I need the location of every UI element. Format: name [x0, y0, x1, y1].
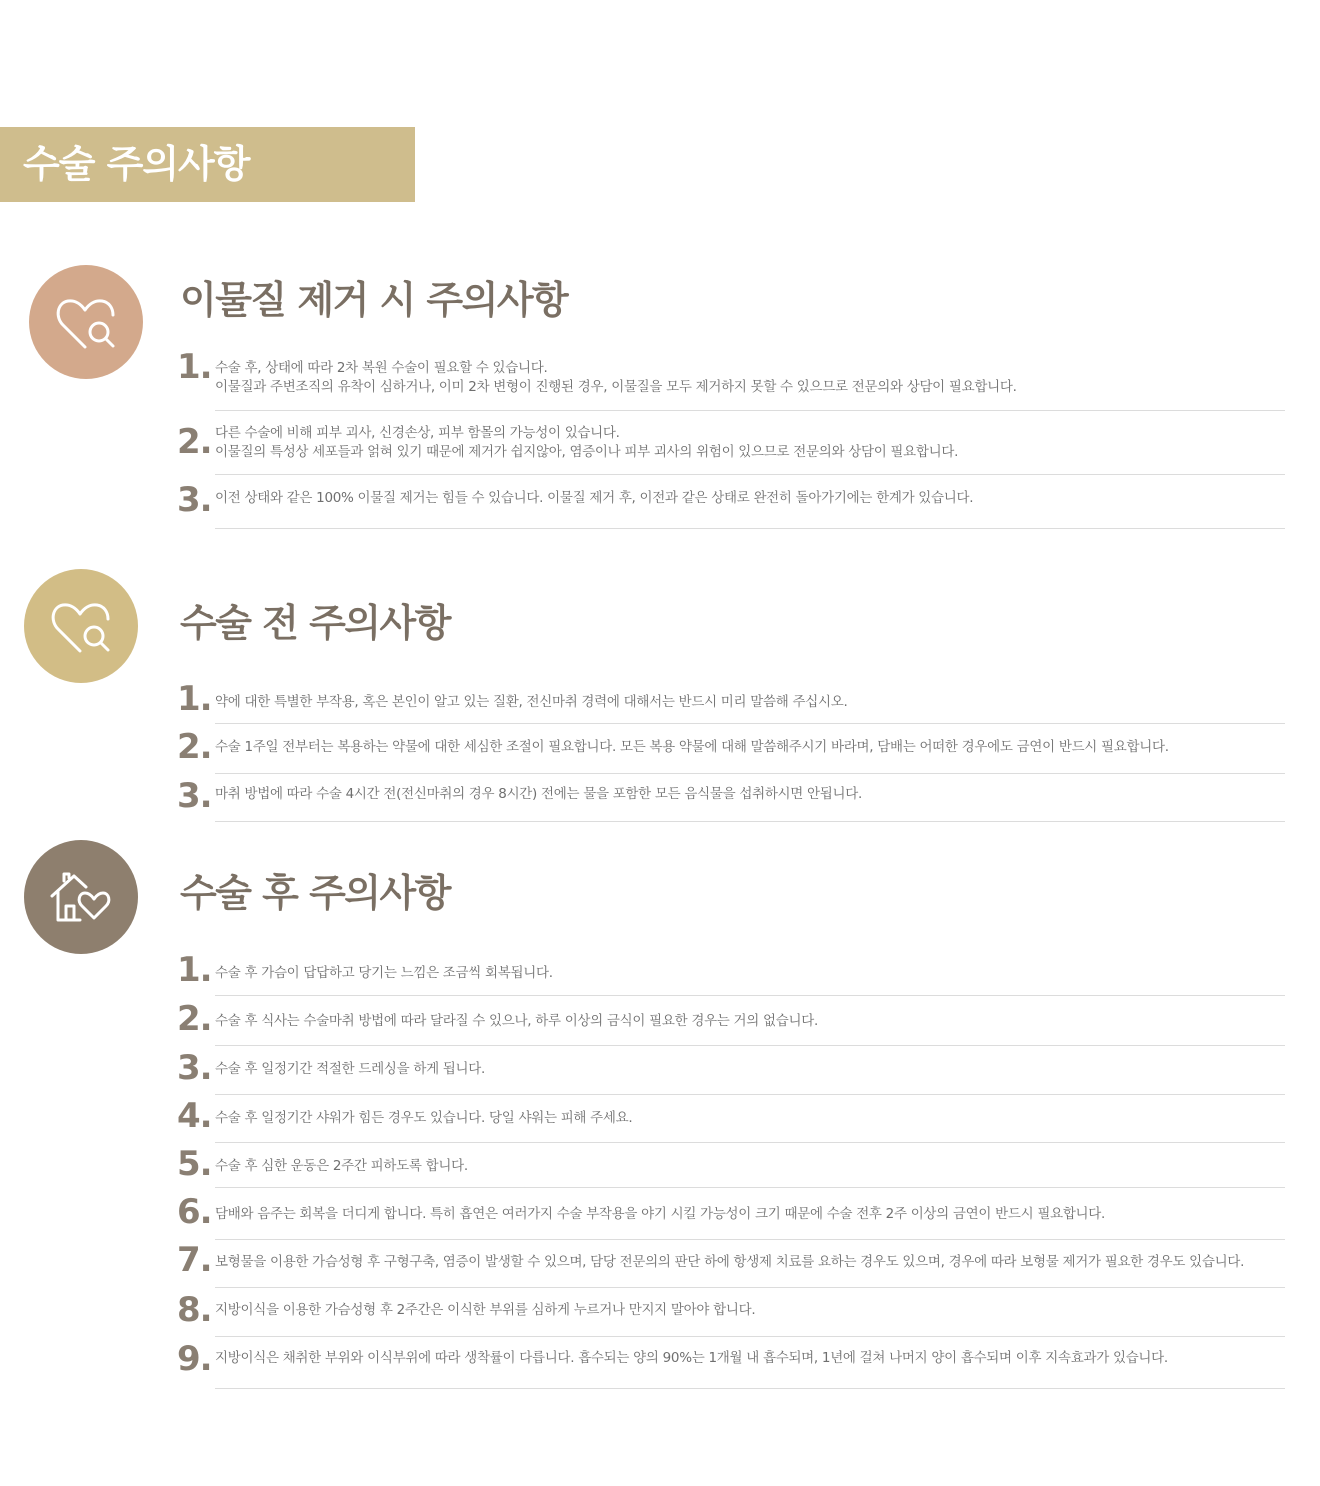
divider: [215, 821, 1285, 822]
section-icon-circle: [24, 569, 138, 683]
list-item: [177, 1188, 1285, 1240]
item-text: [215, 785, 1285, 804]
item-number: 3.: [177, 1048, 212, 1088]
item-text: [215, 359, 1285, 397]
item-line: 수술 후 일정기간 샤워가 힘든 경우도 있습니다. 당일 샤워는 피해 주세요.: [215, 1110, 633, 1126]
item-number: 3.: [177, 480, 212, 520]
item-number: 7.: [177, 1240, 212, 1280]
item-line: 수술 1주일 전부터는 복용하는 약물에 대한 세심한 조절이 필요합니다. 모든 복용 약물에 대해 말씀해주시기 바라며, 담배는 어떠한 경우에도 금연이 반드시 필요합니다.: [215, 739, 1169, 755]
list-item: [177, 676, 1285, 724]
section-icon-circle: [24, 840, 138, 954]
item-line: 담배와 음주는 회복을 더디게 합니다. 특히 흡연은 여러가지 수술 부작용을 야기 시킬 가능성이 크기 때문에 수술 전후 2주 이상의 금연이 반드시 필요합니다.: [215, 1206, 1106, 1222]
item-line: 수술 후 심한 운동은 2주간 피하도록 합니다.: [215, 1158, 468, 1174]
item-line: 마취 방법에 따라 수술 4시간 전(전신마취의 경우 8시간) 전에는 물을 포함한 모든 음식물을 섭취하시면 안됩니다.: [215, 786, 862, 802]
item-line: 지방이식을 이용한 가슴성형 후 2주간은 이식한 부위를 심하게 누르거나 만지지 말아야 합니다.: [215, 1302, 756, 1318]
item-number: 1.: [177, 950, 212, 990]
item-line: 이전 상태와 같은 100% 이물질 제거는 힘들 수 있습니다. 이물질 제거 후, 이전과 같은 상태로 완전히 돌아가기에는 한계가 있습니다.: [215, 490, 974, 506]
item-text: [215, 1301, 1285, 1320]
list-item: [177, 1337, 1285, 1389]
item-text: [215, 1253, 1285, 1272]
notice-list: [177, 345, 1285, 529]
page-banner-title: 수술 주의사항: [0, 127, 415, 202]
item-line: 이물질과 주변조직의 유착이 심하거나, 이미 2차 변형이 진행된 경우, 이물질을 모두 제거하지 못할 수 있으므로 전문의와 상담이 필요합니다.: [215, 379, 1017, 395]
heart-search-icon: [46, 591, 116, 661]
item-line: 수술 후 식사는 수술마취 방법에 따라 달라질 수 있으나, 하루 이상의 금식이 필요한 경우는 거의 없습니다.: [215, 1013, 818, 1029]
item-line: 수술 후, 상태에 따라 2차 복원 수술이 필요할 수 있습니다.: [215, 360, 548, 376]
list-item: [177, 1288, 1285, 1337]
item-text: [215, 1205, 1285, 1224]
item-line: 보형물을 이용한 가슴성형 후 구형구축, 염증이 발생할 수 있으며, 담당 전문의의 판단 하에 항생제 치료를 요하는 경우도 있으며, 경우에 따라 보형물 제거가 필요한 경우도 있습니다.: [215, 1254, 1245, 1270]
section-title: 이물질 제거 시 주의사항: [180, 278, 568, 322]
notice-list: [177, 676, 1285, 822]
item-text: [215, 1012, 1285, 1031]
item-line: 다른 수술에 비해 피부 괴사, 신경손상, 피부 함몰의 가능성이 있습니다.: [215, 425, 620, 441]
item-text: [215, 964, 1285, 983]
heart-search-icon: [51, 287, 121, 357]
item-text: [215, 1109, 1285, 1128]
item-number: 1.: [177, 347, 212, 387]
item-number: 1.: [177, 679, 212, 719]
list-item: [177, 1046, 1285, 1095]
notice-list: [177, 948, 1285, 1389]
list-item: [177, 996, 1285, 1046]
item-text: [215, 1349, 1285, 1368]
item-text: [215, 1157, 1285, 1176]
item-text: [215, 424, 1285, 462]
item-line: 지방이식은 채취한 부위와 이식부위에 따라 생착률이 다릅니다. 흡수되는 양의 90%는 1개월 내 흡수되며, 1년에 걸쳐 나머지 양이 흡수되며 이후 지속효과가 있습니다.: [215, 1350, 1168, 1366]
list-item: [177, 1240, 1285, 1288]
item-line: 약에 대한 특별한 부작용, 혹은 본인이 알고 있는 질환, 전신마취 경력에 대해서는 반드시 미리 말씀해 주십시오.: [215, 694, 848, 710]
item-line: 이물질의 특성상 세포들과 얽혀 있기 때문에 제거가 쉽지않아, 염증이나 피부 괴사의 위험이 있으므로 전문의와 상담이 필요합니다.: [215, 444, 959, 460]
list-item: [177, 475, 1285, 529]
list-item: [177, 724, 1285, 774]
item-number: 9.: [177, 1339, 212, 1379]
list-item: [177, 345, 1285, 411]
section-title: 수술 전 주의사항: [180, 601, 450, 645]
item-number: 4.: [177, 1096, 212, 1136]
item-number: 3.: [177, 776, 212, 816]
list-item: [177, 948, 1285, 996]
list-item: [177, 774, 1285, 822]
divider: [215, 528, 1285, 529]
item-text: [215, 738, 1285, 757]
item-text: [215, 1060, 1285, 1079]
list-item: [177, 1095, 1285, 1143]
item-number: 8.: [177, 1290, 212, 1330]
section-title: 수술 후 주의사항: [180, 871, 450, 915]
divider: [215, 1388, 1285, 1389]
section-icon-circle: [29, 265, 143, 379]
house-heart-icon: [46, 862, 116, 932]
item-text: [215, 693, 1285, 712]
item-number: 6.: [177, 1192, 212, 1232]
item-text: [215, 489, 1285, 508]
item-number: 2.: [177, 727, 212, 767]
item-number: 2.: [177, 999, 212, 1039]
item-number: 5.: [177, 1144, 212, 1184]
list-item: [177, 411, 1285, 475]
item-line: 수술 후 가슴이 답답하고 당기는 느낌은 조금씩 회복됩니다.: [215, 965, 553, 981]
list-item: [177, 1143, 1285, 1188]
item-line: 수술 후 일정기간 적절한 드레싱을 하게 됩니다.: [215, 1061, 486, 1077]
item-number: 2.: [177, 422, 212, 462]
